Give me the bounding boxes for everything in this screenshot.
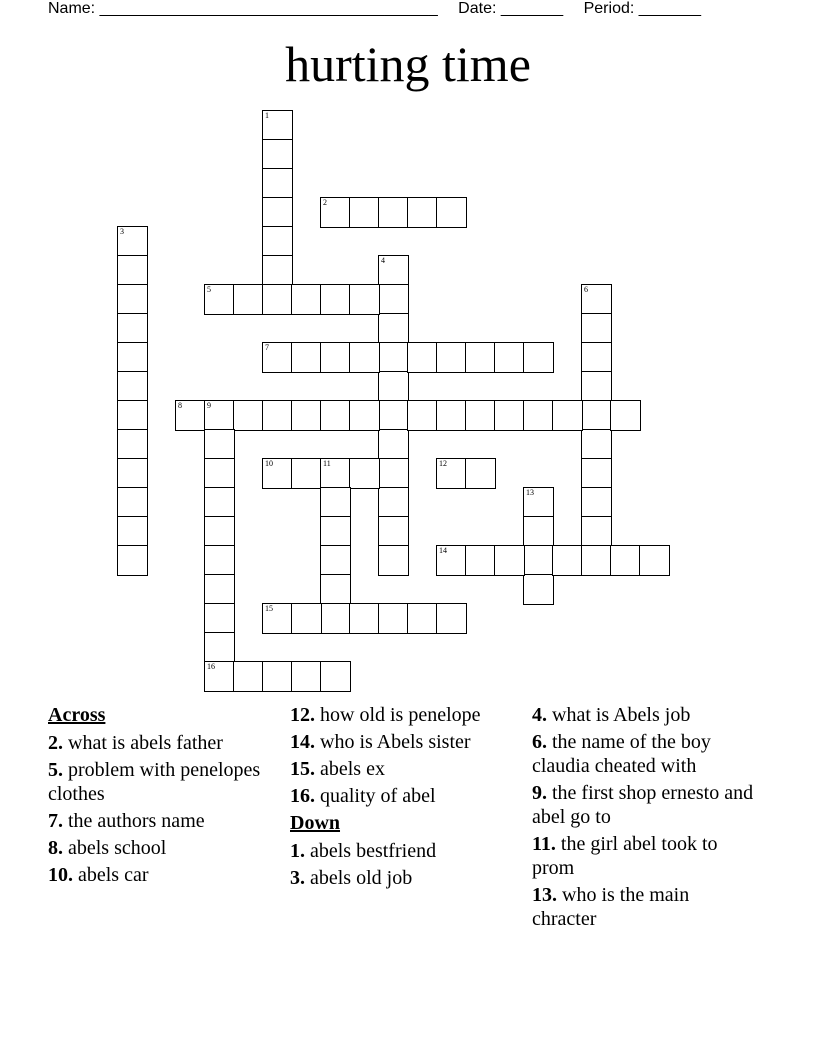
crossword-cell[interactable] [407,400,438,431]
crossword-cell[interactable] [523,516,554,547]
crossword-cell[interactable] [494,545,525,576]
clue-number-label: 11 [323,459,331,468]
clue-across-16 [290,784,515,808]
crossword-cell[interactable] [262,342,293,373]
clue-down-11 [532,832,757,880]
period-field[interactable]: Period: _______ [583,0,702,17]
clue-number: 5. [48,759,63,781]
name-field[interactable]: Name: ______________________________________ [48,0,438,17]
crossword-cell[interactable] [349,458,380,489]
crossword-cell[interactable] [262,603,293,634]
crossword-cell[interactable] [581,516,612,547]
crossword-cell[interactable] [581,371,612,402]
clue-text: the authors name [68,810,205,832]
crossword-cell[interactable] [407,342,438,373]
clue-number-label: 12 [439,459,447,468]
clue-across-7 [48,809,273,833]
crossword-cell[interactable] [117,226,148,257]
clue-number-label: 9 [207,401,211,410]
crossword-cell[interactable] [465,400,496,431]
clue-text: quality of abel [320,785,436,807]
crossword-cell[interactable] [378,313,409,344]
crossword-cell[interactable] [523,574,554,605]
clue-down-4 [532,703,757,727]
crossword-cell[interactable] [117,516,148,547]
crossword-cell[interactable] [378,400,409,431]
crossword-cell[interactable] [291,284,322,315]
crossword-cell[interactable] [204,632,235,663]
clue-number-label: 14 [439,546,447,555]
clue-number: 1. [290,840,305,862]
crossword-cell[interactable] [204,545,235,576]
crossword-cell[interactable] [233,400,264,431]
clue-text: who is Abels sister [320,731,471,753]
crossword-cell[interactable] [378,516,409,547]
crossword-cell[interactable] [262,458,293,489]
clue-number: 7. [48,810,63,832]
crossword-cell[interactable] [117,458,148,489]
crossword-cell[interactable] [262,661,293,692]
clue-text: the first shop ernesto and abel go to [532,782,754,828]
crossword-cell[interactable] [378,603,409,634]
crossword-cell[interactable] [320,197,351,228]
crossword-cell[interactable] [233,661,264,692]
clue-number: 6. [532,731,547,753]
crossword-cell[interactable] [349,603,380,634]
crossword-cell[interactable] [349,197,380,228]
crossword-cell[interactable] [523,487,554,518]
crossword-cell[interactable] [117,429,148,460]
crossword-cell[interactable] [552,400,583,431]
crossword-cell[interactable] [117,255,148,286]
clue-text: abels car [78,864,149,886]
crossword-cell[interactable] [204,400,235,431]
crossword-cell[interactable] [436,342,467,373]
clue-number-label: 7 [265,343,269,352]
clue-text: who is the main chracter [532,884,690,930]
clue-number-label: 5 [207,285,211,294]
crossword-cell[interactable] [407,603,438,634]
crossword-cell[interactable] [436,545,467,576]
crossword-cell[interactable] [349,284,380,315]
crossword-cell[interactable] [291,458,322,489]
clue-number: 12. [290,704,315,726]
clue-text: the girl abel took to prom [532,833,718,879]
crossword-cell[interactable] [581,342,612,373]
clue-text: abels bestfriend [310,840,437,862]
clue-number-label: 10 [265,459,273,468]
clue-column-1 [48,703,273,890]
clue-number: 14. [290,731,315,753]
crossword-cell[interactable] [581,313,612,344]
clue-number: 10. [48,864,73,886]
crossword-cell[interactable] [581,284,612,315]
crossword-cell[interactable] [581,400,612,431]
crossword-cell[interactable] [233,284,264,315]
crossword-cell[interactable] [378,371,409,402]
crossword-cell[interactable] [320,545,351,576]
clue-down-3 [290,866,515,890]
crossword-cell[interactable] [204,487,235,518]
crossword-cell[interactable] [610,545,641,576]
clue-across-15 [290,757,515,781]
crossword-cell[interactable] [378,284,409,315]
crossword-cell[interactable] [523,400,554,431]
clue-number-label: 16 [207,662,215,671]
crossword-cell[interactable] [494,342,525,373]
clue-across-12 [290,703,515,727]
clue-number-label: 13 [526,488,534,497]
crossword-cell[interactable] [349,400,380,431]
across-heading: Across [48,704,106,726]
puzzle-title: hurting time [285,36,531,92]
crossword-cell[interactable] [494,400,525,431]
crossword-cell[interactable] [436,458,467,489]
crossword-cell[interactable] [465,458,496,489]
crossword-cell[interactable] [610,400,641,431]
clue-number: 11. [532,833,556,855]
clue-number-label: 4 [381,256,385,265]
crossword-cell[interactable] [204,458,235,489]
clue-text: how old is penelope [320,704,481,726]
clue-number: 4. [532,704,547,726]
clue-number-label: 8 [178,401,182,410]
crossword-cell[interactable] [320,516,351,547]
crossword-cell[interactable] [117,371,148,402]
clue-text: what is abels father [68,732,223,754]
clue-across-14 [290,730,515,754]
clue-across-2 [48,731,273,755]
crossword-cell[interactable] [291,400,322,431]
crossword-cell[interactable] [117,342,148,373]
clue-number: 13. [532,884,557,906]
crossword-cell[interactable] [204,429,235,460]
crossword-cell[interactable] [262,168,293,199]
clue-number: 3. [290,867,305,889]
crossword-cell[interactable] [117,487,148,518]
crossword-cell[interactable] [204,574,235,605]
crossword-cell[interactable] [378,545,409,576]
crossword-cell[interactable] [436,603,467,634]
crossword-cell[interactable] [262,110,293,141]
clue-number: 16. [290,785,315,807]
crossword-cell[interactable] [378,487,409,518]
crossword-cell[interactable] [320,603,351,634]
crossword-cell[interactable] [117,400,148,431]
crossword-cell[interactable] [117,313,148,344]
clue-text: abels ex [320,758,385,780]
clue-column-3 [532,703,757,934]
crossword-cell[interactable] [204,516,235,547]
crossword-cell[interactable] [465,342,496,373]
crossword-cell[interactable] [378,458,409,489]
crossword-cell[interactable] [320,342,351,373]
crossword-cell[interactable] [291,342,322,373]
clue-number-label: 6 [584,285,588,294]
crossword-cell[interactable] [262,139,293,170]
crossword-cell[interactable] [581,487,612,518]
clue-across-10 [48,863,273,887]
date-field[interactable]: Date: _______ [458,0,564,17]
clue-number-label: 15 [265,604,273,613]
clue-across-8 [48,836,273,860]
crossword-cell[interactable] [262,284,293,315]
clue-number-label: 1 [265,111,269,120]
crossword-cell[interactable] [291,661,322,692]
crossword-cell[interactable] [552,545,583,576]
crossword-cell[interactable] [262,226,293,257]
crossword-cell[interactable] [378,429,409,460]
clue-down-1 [290,839,515,863]
clue-number-label: 2 [323,198,327,207]
crossword-cell[interactable] [378,255,409,286]
clue-number: 9. [532,782,547,804]
crossword-cell[interactable] [320,487,351,518]
crossword-cell[interactable] [320,284,351,315]
clue-number: 8. [48,837,63,859]
crossword-cell[interactable] [349,342,380,373]
clue-number-label: 3 [120,227,124,236]
crossword-cell[interactable] [262,255,293,286]
crossword-cell[interactable] [523,342,554,373]
crossword-cell[interactable] [581,429,612,460]
clue-text: the name of the boy claudia cheated with [532,731,711,777]
crossword-cell[interactable] [581,458,612,489]
crossword-cell[interactable] [117,284,148,315]
crossword-cell[interactable] [204,603,235,634]
crossword-cell[interactable] [407,197,438,228]
crossword-cell[interactable] [465,545,496,576]
crossword-cell[interactable] [639,545,670,576]
crossword-cell[interactable] [581,545,612,576]
clue-down-9 [532,781,757,829]
clue-column-2 [290,703,515,893]
crossword-cell[interactable] [320,458,351,489]
clue-text: what is Abels job [552,704,691,726]
crossword-cell[interactable] [204,661,235,692]
clue-text: abels school [68,837,167,859]
clue-across-5 [48,758,273,806]
crossword-cell[interactable] [204,284,235,315]
crossword-cell[interactable] [117,545,148,576]
clue-text: problem with penelopes clothes [48,759,261,805]
crossword-cell[interactable] [523,545,554,576]
crossword-cell[interactable] [320,574,351,605]
crossword-cell[interactable] [378,342,409,373]
clue-number: 2. [48,732,63,754]
clue-down-6 [532,730,757,778]
clue-number: 15. [290,758,315,780]
crossword-cell[interactable] [291,603,322,634]
crossword-cell[interactable] [320,400,351,431]
crossword-cell[interactable] [378,197,409,228]
down-heading: Down [290,812,341,834]
crossword-cell[interactable] [262,400,293,431]
crossword-cell[interactable] [262,197,293,228]
crossword-cell[interactable] [436,400,467,431]
crossword-cell[interactable] [436,197,467,228]
clue-down-13 [532,883,757,931]
crossword-cell[interactable] [175,400,206,431]
crossword-cell[interactable] [320,661,351,692]
clue-text: abels old job [310,867,413,889]
